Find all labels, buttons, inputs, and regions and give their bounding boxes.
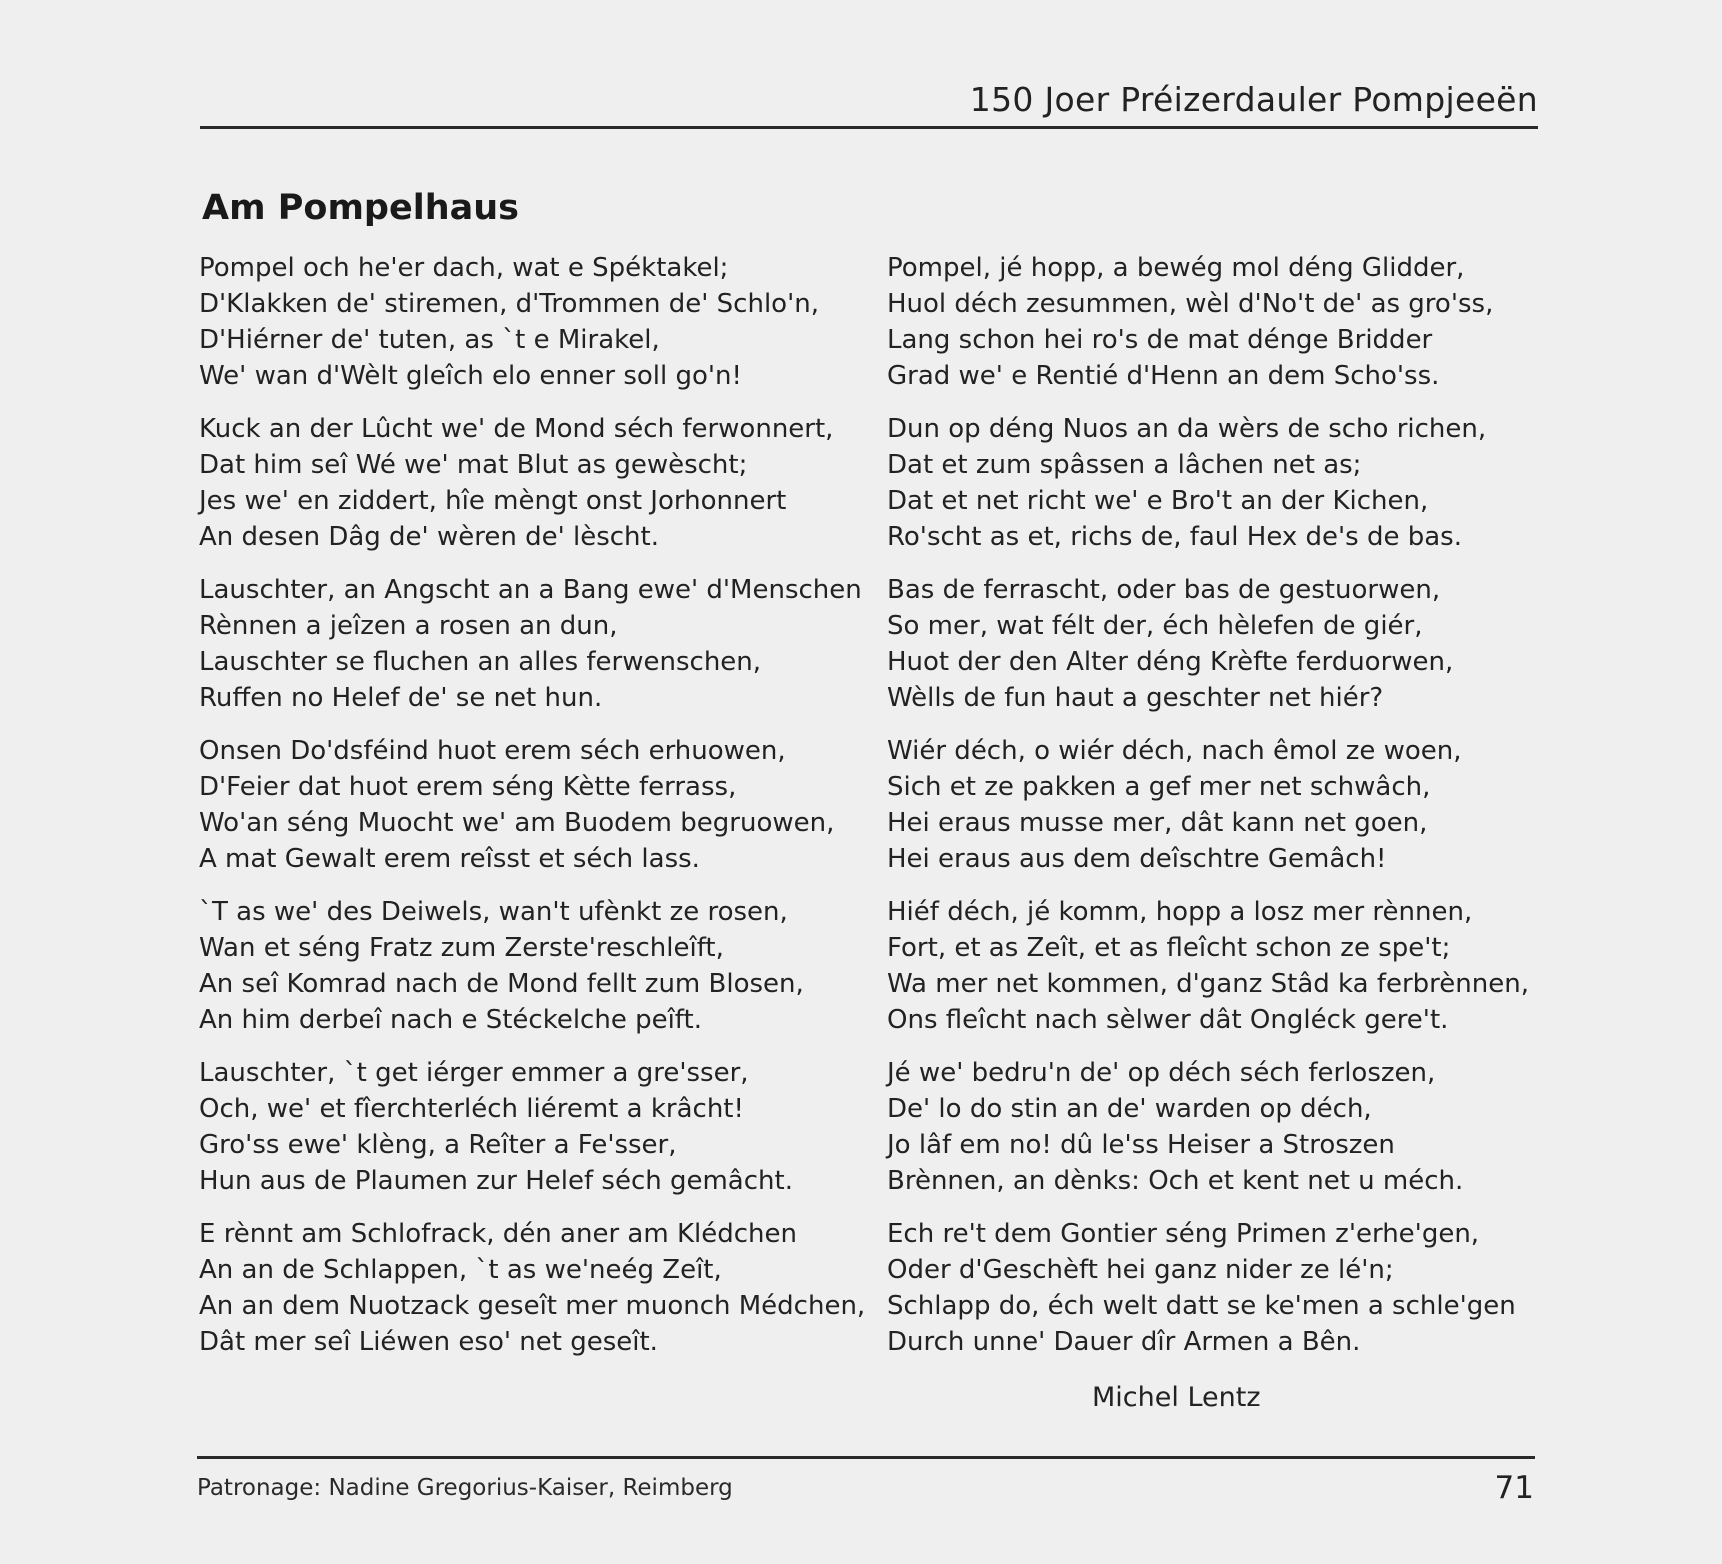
poem-line: D'Klakken de' stiremen, d'Trommen de' Schlo'n, [199, 289, 819, 319]
poem-column-left [199, 250, 869, 1377]
poem-line: Dat him seî Wé we' mat Blut as gewèscht; [199, 450, 748, 480]
poem-line: Ons fleîcht nach sèlwer dât Ongléck gere't. [887, 1005, 1449, 1035]
poem-line: A mat Gewalt erem reîsst et séch lass. [199, 844, 700, 874]
poem-line: D'Feier dat huot erem séng Kètte ferrass, [199, 772, 737, 802]
poem-line: Schlapp do, éch welt datt se ke'men a schle'gen [887, 1291, 1516, 1321]
poem-line: An desen Dâg de' wèren de' lèscht. [199, 522, 659, 552]
poem-line: Brènnen, an dènks: Och et kent net u méch. [887, 1166, 1464, 1196]
poem-line: So mer, wat félt der, éch hèlefen de giér, [887, 611, 1423, 641]
poem-line: Ech re't dem Gontier séng Primen z'erhe'gen, [887, 1219, 1480, 1249]
stanza [199, 1055, 869, 1199]
poem-line: Hiéf déch, jé komm, hopp a losz mer rènnen, [887, 897, 1473, 927]
page-number: 71 [1494, 1470, 1534, 1506]
poem-line: Hun aus de Plaumen zur Helef séch gemâcht. [199, 1166, 793, 1196]
poem-line: De' lo do stin an de' warden op déch, [887, 1094, 1372, 1124]
poem-line: Kuck an der Lûcht we' de Mond séch ferwonnert, [199, 414, 834, 444]
poem-line: Jo lâf em no! dû le'ss Heiser a Stroszen [887, 1130, 1395, 1160]
poem-line: Lauschter se fluchen an alles ferwenschen, [199, 647, 762, 677]
poem-line: We' wan d'Wèlt gleîch elo enner soll go'n! [199, 361, 742, 391]
footer-patronage: Patronage: Nadine Gregorius-Kaiser, Reimberg [197, 1475, 733, 1501]
poem-line: An him derbeî nach e Stéckelche peîft. [199, 1005, 702, 1035]
stanza [199, 250, 869, 394]
poem-line: Ro'scht as et, richs de, faul Hex de's de bas. [887, 522, 1462, 552]
stanza [887, 733, 1567, 877]
header-rule [200, 126, 1538, 129]
poem-line: Durch unne' Dauer dîr Armen a Bên. [887, 1327, 1361, 1357]
poem-line: An an dem Nuotzack geseît mer muonch Médchen, [199, 1291, 866, 1321]
poem-line: Wiér déch, o wiér déch, nach êmol ze woen, [887, 736, 1462, 766]
poem-line: Wan et séng Fratz zum Zerste'reschleîft, [199, 933, 724, 963]
poem-line: E rènnt am Schlofrack, dén aner am Klédchen [199, 1219, 797, 1249]
stanza [199, 894, 869, 1038]
poem-title: Am Pompelhaus [202, 188, 519, 228]
poem-column-right [887, 250, 1567, 1377]
poem-line: Jé we' bedru'n de' op déch séch ferloszen, [887, 1058, 1436, 1088]
poem-line: Rènnen a jeîzen a rosen an dun, [199, 611, 618, 641]
poem-line: Hei eraus aus dem deîschtre Gemâch! [887, 844, 1387, 874]
poem-line: Sich et ze pakken a gef mer net schwâch, [887, 772, 1431, 802]
stanza [199, 411, 869, 555]
poem-line: Dat et net richt we' e Bro't an der Kichen, [887, 486, 1429, 516]
stanza [199, 733, 869, 877]
poem-line: Pompel och he'er dach, wat e Spéktakel; [199, 253, 729, 283]
poem-line: Wo'an séng Muocht we' am Buodem begruowen, [199, 808, 835, 838]
poem-line: Lauschter, `t get iérger emmer a gre'sser, [199, 1058, 749, 1088]
poem-line: Wèlls de fun haut a geschter net hiér? [887, 683, 1384, 713]
poem-line: Lang schon hei ro's de mat dénge Bridder [887, 325, 1433, 355]
footer-rule [197, 1456, 1535, 1459]
poem-line: Onsen Do'dsféind huot erem séch erhuowen, [199, 736, 786, 766]
poem-line: Och, we' et fîerchterléch liéremt a krâcht! [199, 1094, 744, 1124]
poem-line: Gro'ss ewe' klèng, a Reîter a Fe'sser, [199, 1130, 677, 1160]
stanza [887, 411, 1567, 555]
poem-line: Fort, et as Zeît, et as fleîcht schon ze spe't; [887, 933, 1451, 963]
poem-line: D'Hiérner de' tuten, as `t e Mirakel, [199, 325, 660, 355]
stanza [887, 250, 1567, 394]
poem-author: Michel Lentz [1092, 1382, 1261, 1413]
stanza [887, 894, 1567, 1038]
stanza [887, 572, 1567, 716]
poem-line: Dât mer seî Liéwen eso' net geseît. [199, 1327, 658, 1357]
poem-line: Dun op déng Nuos an da wèrs de scho richen, [887, 414, 1487, 444]
poem-line: Huol déch zesummen, wèl d'No't de' as gro'ss, [887, 289, 1494, 319]
poem-line: Grad we' e Rentié d'Henn an dem Scho'ss. [887, 361, 1440, 391]
poem-line: Jes we' en ziddert, hîe mèngt onst Jorhonnert [199, 486, 787, 516]
poem-line: Oder d'Geschèft hei ganz nider ze lé'n; [887, 1255, 1394, 1285]
poem-line: Wa mer net kommen, d'ganz Stâd ka ferbrènnen, [887, 969, 1529, 999]
stanza [199, 1216, 869, 1360]
poem-line: Lauschter, an Angscht an a Bang ewe' d'Menschen [199, 575, 862, 605]
poem-line: Bas de ferrascht, oder bas de gestuorwen, [887, 575, 1441, 605]
poem-line: Pompel, jé hopp, a bewég mol déng Glidder, [887, 253, 1465, 283]
stanza [199, 572, 869, 716]
running-header-title: 150 Joer Préizerdauler Pompjeeën [969, 80, 1538, 119]
poem-line: Dat et zum spâssen a lâchen net as; [887, 450, 1362, 480]
poem-line: Huot der den Alter déng Krèfte ferduorwen, [887, 647, 1454, 677]
stanza [887, 1216, 1567, 1360]
poem-line: An an de Schlappen, `t as we'neég Zeît, [199, 1255, 722, 1285]
poem-line: An seî Komrad nach de Mond fellt zum Blosen, [199, 969, 804, 999]
poem-line: `T as we' des Deiwels, wan't ufènkt ze rosen, [199, 897, 788, 927]
stanza [887, 1055, 1567, 1199]
poem-line: Hei eraus musse mer, dât kann net goen, [887, 808, 1428, 838]
poem-line: Ruffen no Helef de' se net hun. [199, 683, 603, 713]
